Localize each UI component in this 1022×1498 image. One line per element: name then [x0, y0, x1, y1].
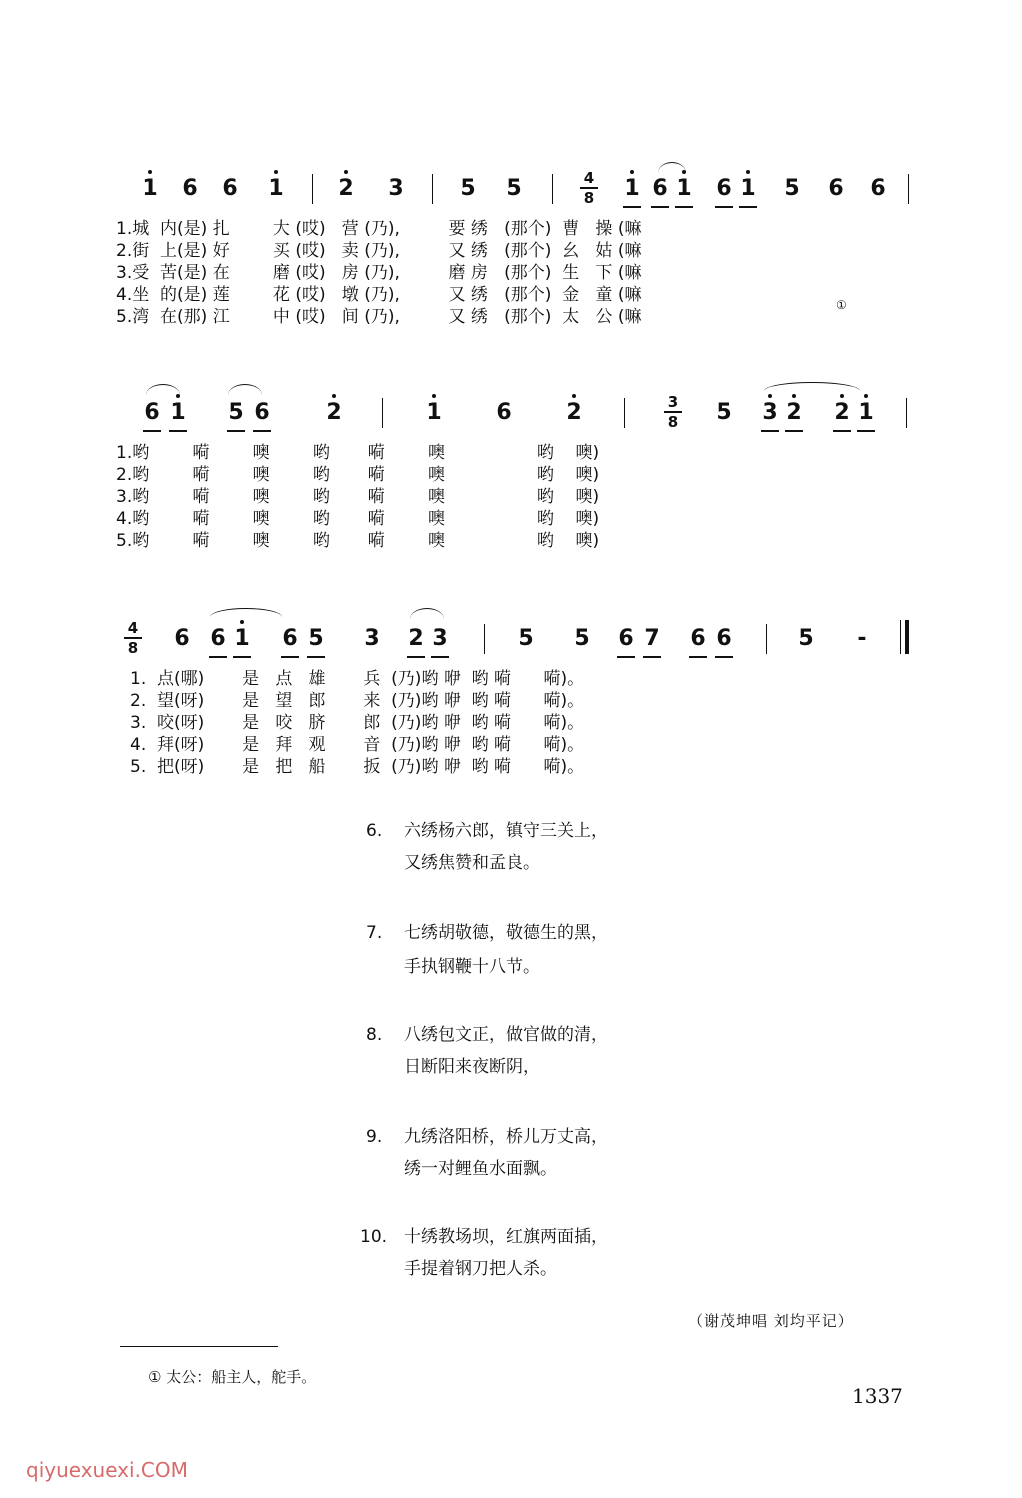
note: 5	[518, 626, 534, 651]
note: 6	[182, 176, 198, 201]
note: 6	[713, 176, 735, 202]
lyric-line: 1.城 内(是) 扎 大 (哎) 营 (乃), 要 绣 (那个) 曹 操 (嘛	[116, 219, 642, 239]
verse-number: 6.	[366, 821, 383, 841]
verse-line: 手执钢鞭十八节。	[404, 957, 540, 977]
note: 1	[673, 176, 695, 202]
final-barline-thick	[905, 620, 909, 654]
verse-number: 9.	[366, 1127, 383, 1147]
note: 5	[506, 176, 522, 201]
note: 6	[828, 176, 844, 201]
note: 7	[641, 626, 663, 652]
watermark: qiyuexuexi.COM	[26, 1458, 188, 1482]
lyric-line: 4. 拜(呀) 是 拜 观 音 (乃)哟 咿 哟 嗬 嗬)。	[130, 735, 585, 755]
slur	[228, 384, 262, 395]
time-signature: 4 8	[580, 170, 598, 206]
lyric-line: 1. 点(哪) 是 点 雄 兵 (乃)哟 咿 哟 嗬 嗬)。	[130, 669, 585, 689]
note: 1	[231, 626, 253, 652]
lyric-line: 2.街 上(是) 好 买 (哎) 卖 (乃), 又 绣 (那个) 幺 姑 (嘛	[116, 241, 642, 261]
note: 6	[496, 400, 512, 425]
note: 5	[798, 626, 814, 651]
note: 2	[783, 400, 805, 426]
verse-line: 六绣杨六郎，镇守三关上，	[404, 821, 608, 841]
note: 6	[713, 626, 735, 652]
note: 6	[687, 626, 709, 652]
verse-line: 七绣胡敬德，敬德生的黑，	[404, 923, 608, 943]
verse-line: 八绣包文正，做官做的清，	[404, 1025, 608, 1045]
note: 6	[279, 626, 301, 652]
lyric-line: 5.湾 在(那) 江 中 (哎) 间 (乃), 又 绣 (那个) 太 公 (嘛	[116, 307, 642, 327]
note: 2	[323, 400, 345, 426]
lyric-line: 4.坐 的(是) 莲 花 (哎) 墩 (乃), 又 绣 (那个) 金 童 (嘛	[116, 285, 642, 305]
barline	[908, 174, 909, 204]
note: 3	[429, 626, 451, 652]
footnote: ① 太公：船主人，舵手。	[148, 1368, 317, 1386]
verse-line: 日断阳来夜断阴，	[404, 1057, 540, 1077]
lyric-line: 3.受 苦(是) 在 磨 (哎) 房 (乃), 磨 房 (那个) 生 下 (嘛	[116, 263, 642, 283]
note: 3	[759, 400, 781, 426]
lyric-line: 5. 把(呀) 是 把 船 扳 (乃)哟 咿 哟 嗬 嗬)。	[130, 757, 585, 777]
verse-number: 7.	[366, 923, 383, 943]
slur	[210, 608, 282, 617]
note: 6	[870, 176, 886, 201]
barline	[432, 174, 433, 204]
barline	[382, 398, 383, 428]
note: 2	[831, 400, 853, 426]
barline	[624, 398, 625, 428]
page-number: 1337	[852, 1384, 903, 1408]
note: 1	[621, 176, 643, 202]
barline	[484, 624, 485, 654]
lyric-line: 2. 望(呀) 是 望 郎 来 (乃)哟 咿 哟 嗬 嗬)。	[130, 691, 585, 711]
barline	[766, 624, 767, 654]
verse-number: 10.	[360, 1227, 388, 1247]
note: 5	[784, 176, 800, 201]
time-signature: 4 8	[124, 620, 142, 656]
note: 1	[737, 176, 759, 202]
verse-number: 8.	[366, 1025, 383, 1045]
barline	[312, 174, 313, 204]
footnote-mark: ①	[836, 298, 847, 312]
barline	[552, 174, 553, 204]
barline	[906, 398, 907, 428]
note: 6	[615, 626, 637, 652]
slur	[146, 384, 180, 395]
verse-line: 九绣洛阳桥，桥儿万丈高，	[404, 1127, 608, 1147]
note: 3	[388, 176, 404, 201]
note: 3	[364, 626, 380, 651]
note: 5	[225, 400, 247, 426]
note: 6	[222, 176, 238, 201]
verse-line: 十绣教场坝，红旗两面插，	[404, 1227, 608, 1247]
lyric-line: 3. 咬(呀) 是 咬 脐 郎 (乃)哟 咿 哟 嗬 嗬)。	[130, 713, 585, 733]
note: 6	[207, 626, 229, 652]
note: 6	[141, 400, 163, 426]
credit-line: （谢茂坤唱 刘均平记）	[688, 1312, 854, 1330]
slur	[764, 382, 860, 391]
verse-line: 绣一对鲤鱼水面飘。	[404, 1159, 557, 1179]
note: 5	[574, 626, 590, 651]
note: 1	[423, 400, 445, 426]
lyric-line: 5.哟 嗬 噢 哟 嗬 噢 哟 噢)	[116, 531, 600, 551]
final-barline-thin	[900, 620, 901, 654]
note: 1	[139, 176, 161, 202]
lyric-line: 3.哟 嗬 噢 哟 嗬 噢 哟 噢)	[116, 487, 600, 507]
note: 6	[174, 626, 190, 651]
note: 6	[251, 400, 273, 426]
slur	[658, 162, 686, 173]
note: -	[857, 626, 867, 651]
footnote-divider	[120, 1346, 278, 1347]
note: 1	[167, 400, 189, 426]
note: 6	[649, 176, 671, 202]
verse-line: 又绣焦赞和孟良。	[404, 853, 540, 873]
time-signature: 3 8	[664, 394, 682, 430]
lyric-line: 2.哟 嗬 噢 哟 嗬 噢 哟 噢)	[116, 465, 600, 485]
note: 2	[563, 400, 585, 426]
note: 2	[405, 626, 427, 652]
lyric-line: 4.哟 嗬 噢 哟 嗬 噢 哟 噢)	[116, 509, 600, 529]
note: 5	[716, 400, 732, 425]
note: 5	[460, 176, 476, 201]
lyric-line: 1.哟 嗬 噢 哟 嗬 噢 哟 噢)	[116, 443, 600, 463]
note: 1	[265, 176, 287, 202]
note: 5	[305, 626, 327, 652]
note: 1	[855, 400, 877, 426]
verse-line: 手提着钢刀把人杀。	[404, 1259, 557, 1279]
note: 2	[335, 176, 357, 202]
slur	[410, 608, 444, 619]
